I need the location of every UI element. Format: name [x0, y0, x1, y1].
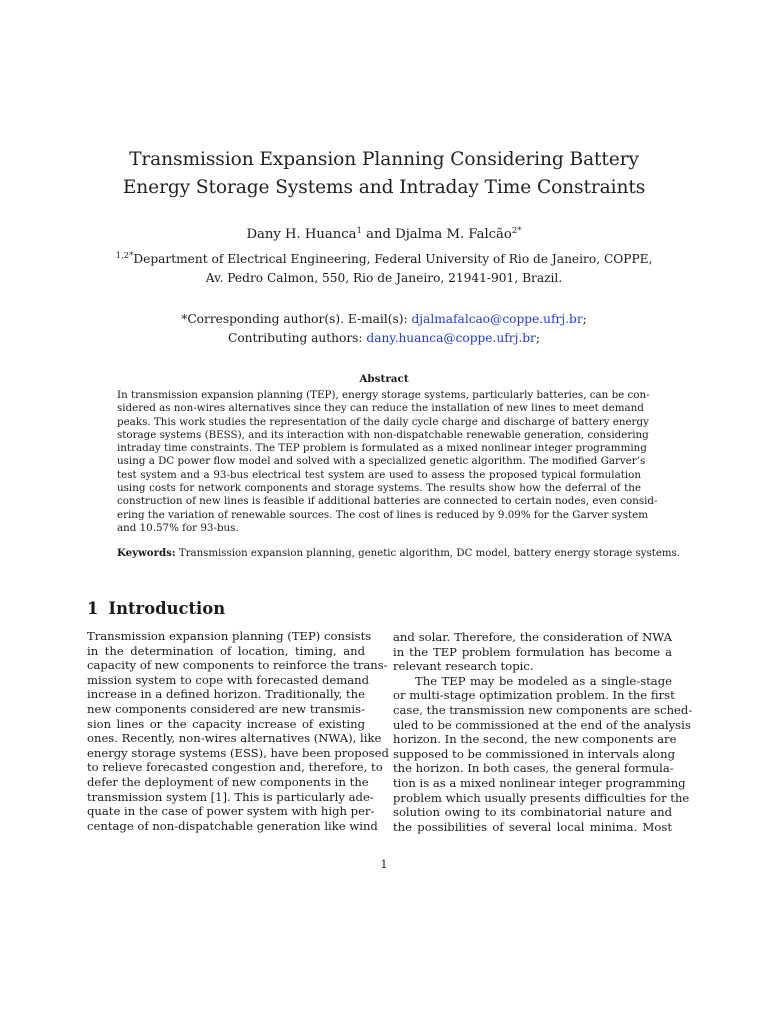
body-line: sion lines or the capacity increase of existing: [87, 716, 365, 731]
abstract-line: In transmission expansion planning (TEP), energy storage systems, particularly batteries, can be con-: [117, 389, 650, 401]
affiliation-text: Department of Electrical Engineering, Federal University of Rio de Janeiro, COPPE,: [133, 252, 653, 266]
body-line: the horizon. In both cases, the general formula-: [393, 761, 674, 776]
body-line: supposed to be commissioned in intervals along: [393, 746, 676, 761]
author-name: Dany H. Huanca: [246, 227, 357, 242]
affiliation: [60, 247, 708, 288]
keywords-text: Transmission expansion planning, genetic algorithm, DC model, battery energy storage systems.: [175, 548, 681, 559]
abstract-heading: Abstract: [359, 373, 409, 385]
author-conjunction: and: [361, 227, 396, 242]
paper-title: [60, 146, 708, 202]
left-column: [87, 629, 389, 833]
affiliation-address: Av. Pedro Calmon, 550, Rio de Janeiro, 21941-901, Brazil.: [205, 271, 563, 285]
body-line: and solar. Therefore, the consideration of NWA: [393, 630, 672, 644]
body-line: tion is as a mixed nonlinear integer programming: [393, 775, 686, 790]
body-line: ones. Recently, non-wires alternatives (NWA), like: [87, 731, 382, 746]
body-line: Transmission expansion planning (TEP) consists: [87, 629, 372, 643]
keywords-label: Keywords:: [117, 547, 176, 559]
body-line: The TEP may be modeled as a single-stage: [415, 673, 672, 688]
body-line: mission system to cope with forecasted demand: [87, 672, 370, 687]
body-line: or multi-stage optimization problem. In the first: [393, 688, 675, 703]
keywords: [117, 547, 681, 559]
abstract-line: sidered as non-wires alternatives since they can reduce the installation of new lines to meet demand: [117, 402, 644, 415]
body-line: uled to be commissioned at the end of the analysis: [393, 717, 691, 732]
contributing-email-link[interactable]: dany.huanca@coppe.ufrj.br: [366, 331, 536, 345]
body-line: energy storage systems (ESS), have been proposed: [87, 745, 389, 760]
corresponding-email-link[interactable]: djalmafalcao@coppe.ufrj.br: [411, 312, 583, 326]
author-list: [60, 222, 708, 244]
section-heading: [87, 599, 225, 618]
body-line: in the determination of location, timing, and: [87, 643, 365, 658]
abstract-line: construction of new lines is feasible if additional batteries are connected to certain nodes, even consid-: [117, 495, 658, 508]
body-line: to relieve forecasted congestion and, therefore, to: [87, 760, 383, 775]
body-line: solution owing to its combinatorial nature and: [393, 805, 672, 820]
author-affiliation-mark: 1: [356, 226, 362, 236]
contact-info: [60, 310, 708, 348]
body-line: the possibilities of several local minima. Most: [393, 819, 672, 834]
author-affiliation-mark: 2*: [511, 226, 522, 236]
abstract-line: intraday time constraints. The TEP problem is formulated as a mixed nonlinear integer programming: [117, 442, 647, 455]
abstract-line: and 10.57% for 93-bus.: [117, 521, 239, 534]
body-line: defer the deployment of new components in the: [87, 774, 369, 789]
corresponding-label: *Corresponding author(s). E-mail(s):: [181, 312, 412, 326]
body-line: transmission system [1]. This is particularly ade-: [87, 789, 374, 804]
body-line: capacity of new components to reinforce the trans-: [87, 658, 388, 673]
body-line: new components considered are new transmis-: [87, 701, 365, 716]
affiliation-line: [60, 247, 708, 269]
corresponding-author-row: [60, 310, 708, 329]
body-line: horizon. In the second, the new components are: [393, 732, 677, 747]
abstract-body: [117, 389, 658, 535]
page-number: 1: [380, 858, 388, 871]
title-line: Transmission Expansion Planning Considering Battery: [129, 149, 639, 170]
abstract-line: using a DC power flow model and solved with a specialized genetic algorithm. The modified Garver’s: [117, 455, 646, 468]
section-number: 1: [87, 599, 99, 618]
contributing-authors-row: [60, 329, 708, 348]
email-separator: ;: [582, 312, 587, 326]
body-line: centage of non-dispatchable generation like wind: [87, 818, 378, 833]
right-column: [393, 630, 693, 834]
body-line: problem which usually presents difficulties for the: [393, 790, 690, 805]
affiliation-mark: 1,2*: [115, 251, 134, 261]
abstract-line: ering the variation of renewable sources. The cost of lines is reduced by 9.09% for the Garver system: [117, 508, 649, 521]
email-separator: ;: [535, 331, 540, 345]
body-line: in the TEP problem formulation has become a: [393, 644, 672, 659]
body-line: increase in a defined horizon. Traditionally, the: [87, 687, 365, 702]
body-line: case, the transmission new components are sched-: [393, 702, 693, 717]
abstract-line: test system and a 93-bus electrical test system are used to assess the proposed typical formulation: [117, 468, 641, 481]
body-line: quate in the case of power system with high per-: [87, 804, 375, 819]
author-name: Djalma M. Falcão: [395, 227, 512, 242]
body-line: relevant research topic.: [393, 659, 534, 674]
section-title: Introduction: [108, 599, 226, 618]
title-line: Energy Storage Systems and Intraday Time Constraints: [122, 177, 646, 198]
abstract-line: using costs for network components and storage systems. The results show how the deferral of the: [117, 482, 641, 495]
abstract-line: peaks. This work studies the representation of the daily cycle charge and discharge of battery energy: [117, 415, 649, 428]
abstract-line: storage systems (BESS), and its interaction with non-dispatchable renewable generation, considering: [117, 428, 649, 441]
contributing-label: Contributing authors:: [228, 331, 367, 345]
